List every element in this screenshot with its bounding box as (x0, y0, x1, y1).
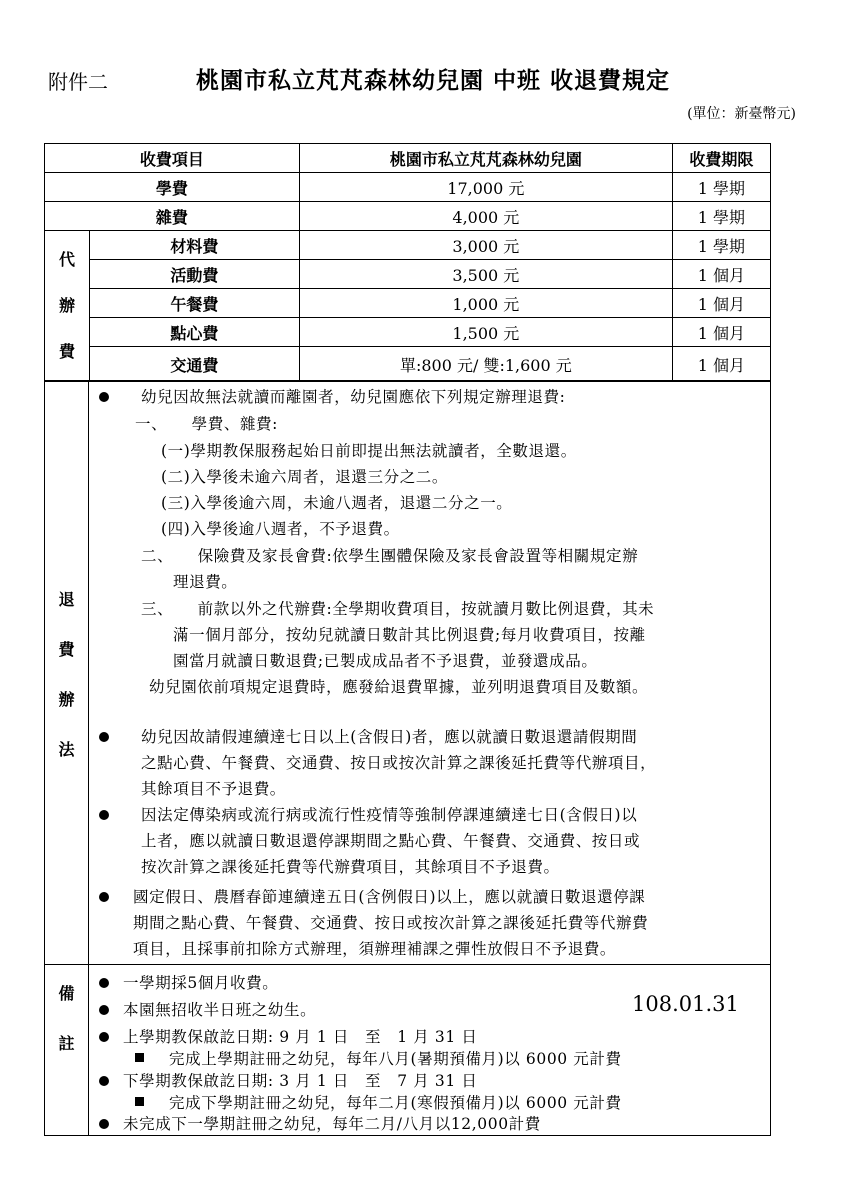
fee-table (44, 143, 771, 382)
bullet-icon (99, 1032, 109, 1042)
row-amount: 1,000 元 (299, 289, 672, 318)
note-line: 上學期教保啟訖日期: 9 月 1 日 至 1 月 31 日 (123, 1028, 478, 1046)
row-amount: 3,000 元 (299, 231, 672, 260)
table-row (45, 173, 771, 202)
table-row (45, 318, 771, 347)
note-line: 下學期教保啟訖日期: 3 月 1 日 至 7 月 31 日 (123, 1072, 478, 1090)
note-line: 完成下學期註冊之幼兒，每年二月(寒假預備月)以 6000 元計費 (169, 1094, 622, 1112)
refund-line: 理退費。 (173, 573, 238, 591)
row-period: 1 學期 (672, 231, 770, 260)
row-period: 1 個月 (672, 347, 770, 382)
currency-unit: (單位：新臺幣元) (687, 106, 796, 122)
refund-line: 國定假日、農曆春節連續達五日(含例假日)以上，應以就讀日數退還停課 (133, 888, 646, 906)
notes-label-char: 註 (58, 1034, 75, 1053)
refund-label-char: 費 (58, 640, 75, 659)
bullet-icon (99, 978, 109, 988)
attachment-label: 附件二 (48, 70, 108, 94)
header-period: 收費期限 (672, 144, 770, 173)
row-item: 活動費 (90, 260, 300, 289)
header-school: 桃園市私立芃芃森林幼兒園 (299, 144, 672, 173)
refund-line: 因法定傳染病或流行病或流行性疫情等強制停課連續達七日(含假日)以 (141, 806, 638, 824)
refund-line: (三)入學後逾六周，未逾八週者，退還二分之一。 (161, 494, 513, 512)
notes-section (44, 964, 771, 1136)
page-title: 桃園市私立芃芃森林幼兒園 中班 收退費規定 (196, 67, 671, 94)
bullet-icon (99, 732, 109, 742)
row-item: 雜費 (45, 202, 300, 231)
refund-line: 二、 保險費及家長會費:依學生團體保險及家長會設置等相關規定辦 (141, 547, 639, 565)
table-row (45, 260, 771, 289)
agency-label-char: 代 (58, 250, 75, 269)
refund-label (45, 381, 89, 964)
refund-line: (四)入學後逾八週者，不予退費。 (161, 520, 400, 538)
table-row (45, 347, 771, 382)
row-amount: 3,500 元 (299, 260, 672, 289)
refund-line: (二)入學後未逾六周者，退還三分之二。 (161, 468, 448, 486)
refund-line: 幼兒園依前項規定退費時，應發給退費單據，並列明退費項目及數額。 (149, 678, 649, 696)
row-period: 1 個月 (672, 318, 770, 347)
row-item: 點心費 (90, 318, 300, 347)
note-line: 本園無招收半日班之幼生。 (123, 1001, 317, 1019)
refund-line: 期間之點心費、午餐費、交通費、按日或按次計算之課後延托費等代辦費 (133, 914, 649, 932)
row-item: 學費 (45, 173, 300, 202)
table-row (45, 289, 771, 318)
bullet-icon (99, 892, 109, 902)
table-row (45, 202, 771, 231)
row-period: 1 個月 (672, 289, 770, 318)
refund-line: 上者，應以就讀日數退還停課期間之點心費、午餐費、交通費、按日或 (141, 832, 641, 850)
row-amount: 單:800 元/ 雙:1,600 元 (299, 347, 672, 382)
agency-label-char: 辦 (58, 296, 75, 315)
bullet-icon (99, 392, 109, 402)
refund-label-char: 辦 (58, 690, 75, 709)
square-bullet-icon (135, 1097, 144, 1106)
row-amount: 1,500 元 (299, 318, 672, 347)
refund-line: 其餘項目不予退費。 (141, 780, 286, 798)
refund-line: 滿一個月部分，按幼兒就讀日數計其比例退費;每月收費項目，按離 (173, 626, 646, 644)
row-item: 交通費 (90, 347, 300, 382)
header-item: 收費項目 (45, 144, 300, 173)
bullet-icon (99, 1005, 109, 1015)
note-line: 未完成下一學期註冊之幼兒，每年二月/八月以12,000計費 (123, 1115, 541, 1133)
table-row (45, 231, 771, 260)
row-amount: 17,000 元 (299, 173, 672, 202)
refund-line: 之點心費、午餐費、交通費、按日或按次計算之課後延托費等代辦項目， (141, 754, 657, 772)
refund-line: 項目，且採事前扣除方式辦理，須辦理補課之彈性放假日不予退費。 (133, 940, 617, 958)
refund-line: 三、 前款以外之代辦費:全學期收費項目，按就讀月數比例退費，其未 (141, 600, 655, 618)
table-header-row (45, 144, 771, 173)
refund-label-char: 法 (58, 740, 75, 759)
bullet-icon (99, 1076, 109, 1086)
refund-line: 園當月就讀日數退費;已製成成品者不予退費，並發還成品。 (173, 652, 598, 670)
row-item: 材料費 (90, 231, 300, 260)
document-date: 108.01.31 (632, 992, 739, 1016)
agency-label-char: 費 (58, 342, 75, 361)
refund-line: 幼兒因故請假連續達七日以上(含假日)者，應以就讀日數退還請假期間 (141, 728, 638, 746)
row-period: 1 學期 (672, 173, 770, 202)
bullet-icon (99, 1119, 109, 1129)
notes-label (45, 965, 89, 1135)
note-line: 一學期採5個月收費。 (123, 974, 279, 992)
bullet-icon (99, 810, 109, 820)
row-period: 1 學期 (672, 202, 770, 231)
refund-line: 按次計算之課後延托費等代辦費項目，其餘項目不予退費。 (141, 858, 560, 876)
refund-line: 一、 學費、雜費: (135, 415, 278, 433)
agency-fee-label (45, 231, 90, 382)
row-amount: 4,000 元 (299, 202, 672, 231)
row-item: 午餐費 (90, 289, 300, 318)
square-bullet-icon (135, 1053, 144, 1062)
refund-line: (一)學期教保服務起始日前即提出無法就讀者，全數退還。 (161, 442, 577, 460)
refund-rules-section (44, 380, 771, 965)
note-line: 完成上學期註冊之幼兒，每年八月(暑期預備月)以 6000 元計費 (169, 1050, 622, 1068)
notes-label-char: 備 (58, 984, 75, 1003)
row-period: 1 個月 (672, 260, 770, 289)
refund-line: 幼兒因故無法就讀而離園者，幼兒園應依下列規定辦理退費: (141, 388, 566, 406)
refund-label-char: 退 (58, 590, 75, 609)
